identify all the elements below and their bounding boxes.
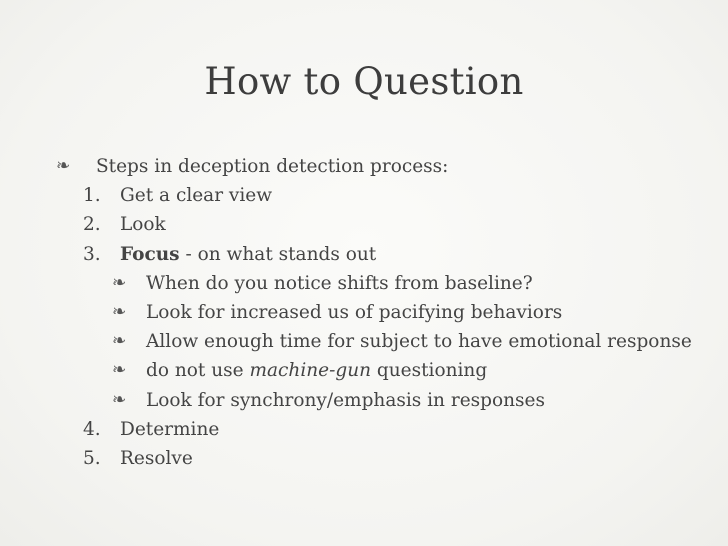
step-text: Determine [120, 418, 220, 440]
fleuron-bullet-icon: ❧ [56, 156, 71, 176]
step-text: - on what stands out [179, 243, 377, 265]
step-strong-text: Focus [120, 243, 180, 265]
sub-item [56, 356, 716, 385]
step-item [56, 240, 716, 269]
slide-title: How to Question [204, 60, 524, 103]
step-number: 3. [83, 243, 101, 265]
step-item [56, 210, 716, 239]
step-text: Get a clear view [120, 185, 273, 207]
sub-item-text: Allow enough time for subject to have emotional response [146, 331, 692, 353]
step-text: Resolve [120, 448, 193, 470]
sub-item [56, 298, 716, 327]
step-number: 2. [83, 214, 101, 236]
sub-item [56, 269, 716, 298]
sub-item-text: Look for synchrony/emphasis in responses [146, 389, 545, 411]
list-item-intro [56, 152, 716, 181]
sub-item-text-post: questioning [371, 360, 488, 382]
sub-item-text: Look for increased us of pacifying behaviors [146, 302, 563, 324]
step-text: Look [120, 214, 166, 236]
step-number: 1. [83, 185, 101, 207]
intro-text: Steps in deception detection process: [96, 156, 449, 177]
fleuron-bullet-icon: ❧ [112, 302, 127, 323]
sub-item [56, 386, 716, 415]
step-number: 5. [83, 448, 101, 470]
fleuron-bullet-icon: ❧ [112, 360, 127, 381]
step-number: 4. [83, 418, 101, 440]
sub-item [56, 327, 716, 356]
fleuron-bullet-icon: ❧ [112, 389, 127, 410]
slide-body [56, 152, 716, 473]
step-item [56, 415, 716, 444]
fleuron-bullet-icon: ❧ [112, 272, 127, 293]
sub-item-emphasis: machine-gun [249, 360, 372, 382]
sub-item-text: When do you notice shifts from baseline? [146, 272, 533, 294]
step-item [56, 181, 716, 210]
step-item [56, 444, 716, 473]
fleuron-bullet-icon: ❧ [112, 331, 127, 352]
sub-item-text-pre: do not use [146, 360, 250, 382]
